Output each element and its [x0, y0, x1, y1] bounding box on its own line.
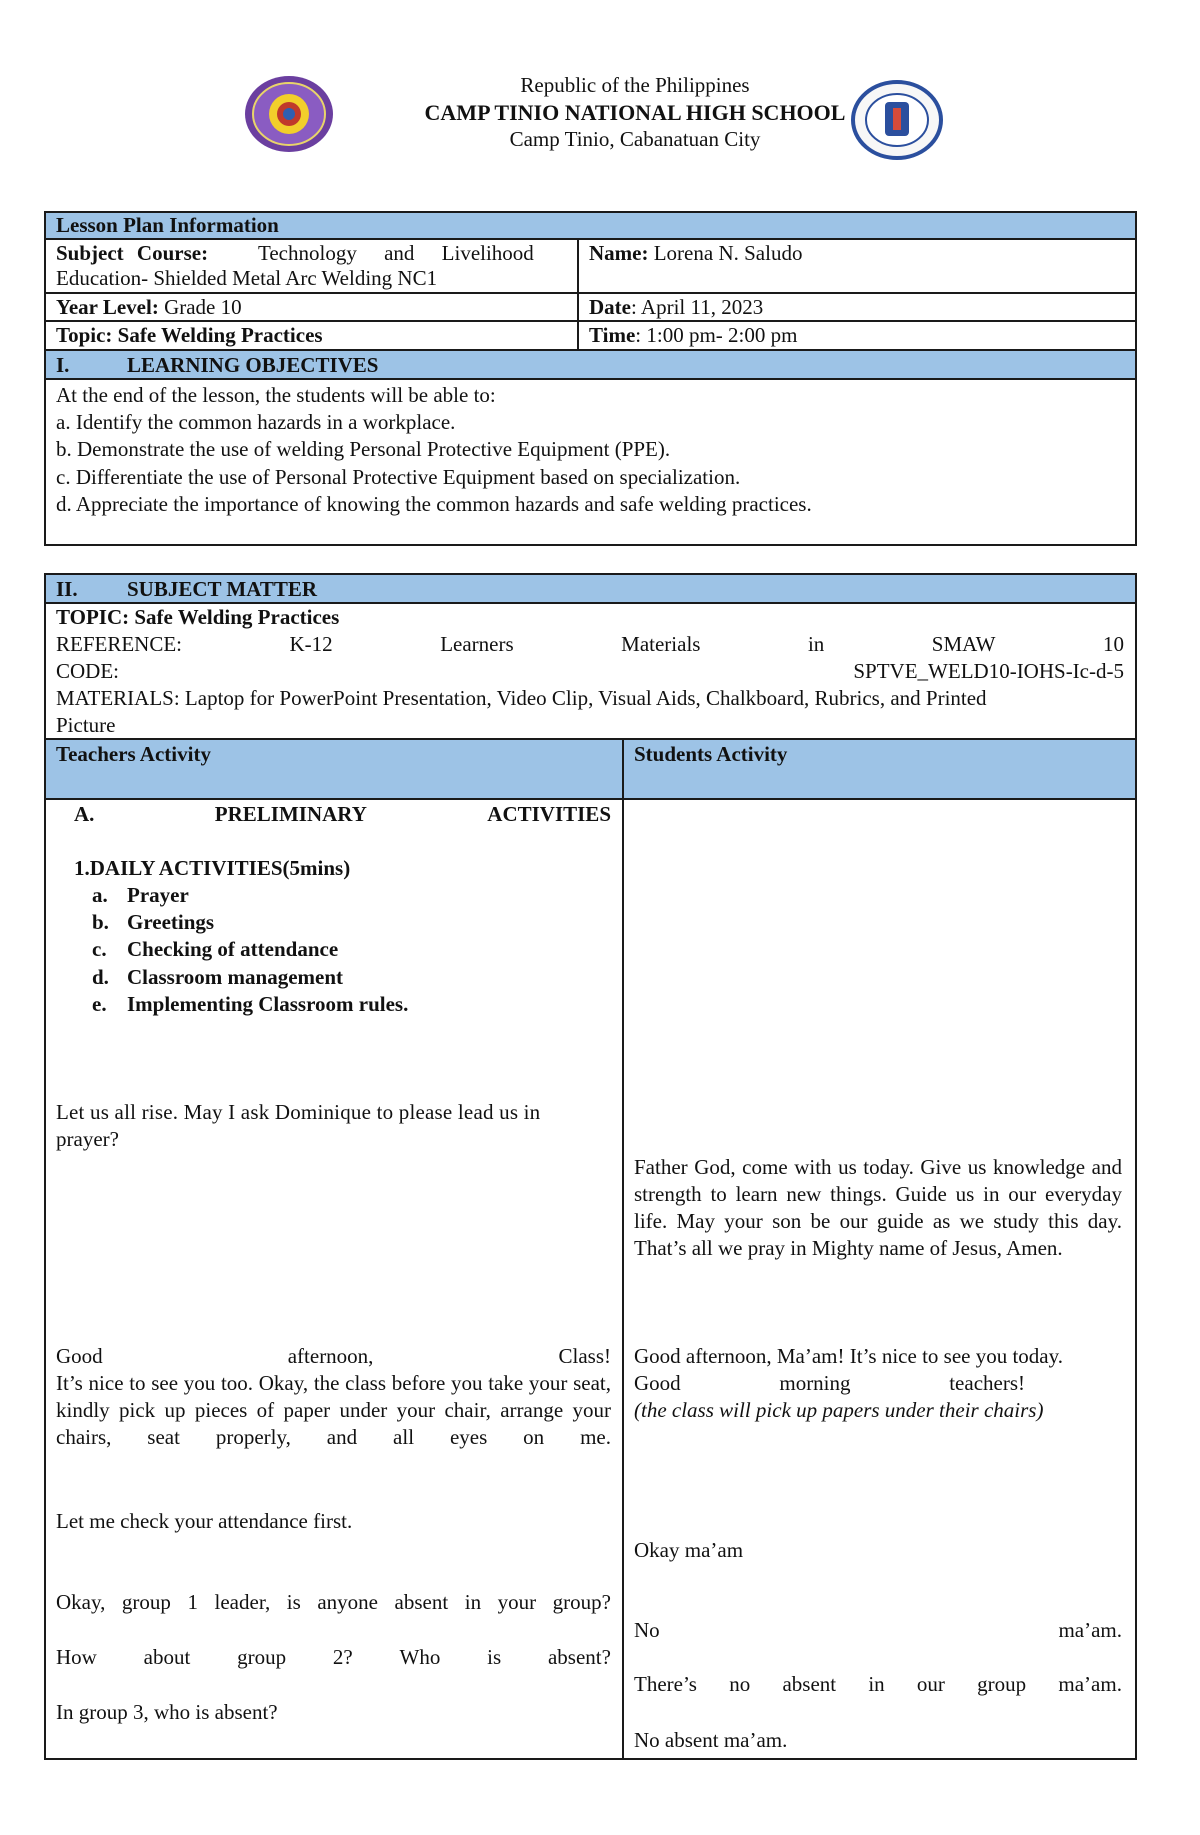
daily-item-label: Greetings	[127, 910, 215, 934]
objectives-num: I.	[56, 353, 70, 377]
teacher-greeting-text: It’s nice to see you too. Okay, the class before you take your seat, kindly pick up pieces of paper under your chair, arrange your chairs, seat properly, and all eyes on me.	[56, 1371, 611, 1449]
teacher-group2-question: How about group 2? Who is absent?	[56, 1645, 611, 1669]
daily-item-label: Classroom management	[127, 965, 344, 989]
students-activity-header: Students Activity	[634, 742, 788, 766]
daily-item-letter: a.	[92, 883, 108, 907]
student-greeting-line2: Good morning teachers!	[634, 1371, 1025, 1395]
objective-item: a. Identify the common hazards in a workplace.	[56, 410, 456, 434]
header-address: Camp Tinio, Cabanatuan City	[509, 127, 761, 151]
time-field: Time: 1:00 pm- 2:00 pm	[589, 323, 798, 347]
student-greeting-note: (the class will pick up papers under their chairs)	[634, 1398, 1044, 1422]
daily-item-label: Prayer	[127, 883, 189, 907]
preliminary-activities-heading: A. PRELIMINARY ACTIVITIES	[74, 802, 611, 826]
date-field: Date: April 11, 2023	[589, 295, 764, 319]
teacher-attendance: Let me check your attendance first.	[56, 1509, 353, 1533]
teachers-activity-header: Teachers Activity	[56, 742, 211, 766]
materials-line-2: Picture	[56, 713, 116, 737]
teacher-greeting-line: Good afternoon, Class!	[56, 1344, 611, 1368]
school-seal-icon	[243, 74, 335, 154]
objectives-title: LEARNING OBJECTIVES	[127, 353, 379, 377]
subject-label: Subject Course:	[56, 241, 209, 265]
daily-item-letter: d.	[92, 965, 109, 989]
teacher-group1-question: Okay, group 1 leader, is anyone absent in your group?	[56, 1590, 611, 1614]
student-group2-answer: There’s no absent in our group ma’am.	[634, 1672, 1122, 1696]
teacher-prayer-request: Let us all rise. May I ask Dominique to please lead us in	[56, 1100, 541, 1124]
student-no-absent: No ma’am.	[634, 1618, 1122, 1642]
student-prayer: Father God, come with us today. Give us knowledge and strength to learn new things. Guide us in our everyday life. May your son be our guide as we study this day. That’s all we pray in Mighty name of Jesus, Amen.	[634, 1155, 1122, 1260]
subject-value-line2: Education- Shielded Metal Arc Welding NC1	[56, 266, 438, 290]
daily-item-letter: b.	[92, 910, 109, 934]
name-field: Name: Lorena N. Saludo	[589, 241, 803, 265]
student-group3-answer: No absent ma’am.	[634, 1728, 788, 1752]
materials-line: MATERIALS: Laptop for PowerPoint Presentation, Video Clip, Visual Aids, Chalkboard, Rubrics, and Printed	[56, 686, 987, 710]
daily-activities-heading: 1.DAILY ACTIVITIES(5mins)	[74, 856, 351, 880]
daily-item-label: Implementing Classroom rules.	[127, 992, 409, 1016]
student-greeting-line1: Good afternoon, Ma’am! It’s nice to see you today.	[634, 1344, 1064, 1368]
daily-item-letter: c.	[92, 937, 107, 961]
reference-line: REFERENCE: K-12 Learners Materials in SMAW 10	[56, 632, 1124, 656]
topic-field: Topic: Safe Welding Practices	[56, 323, 323, 347]
teacher-prayer-request-2: prayer?	[56, 1127, 119, 1151]
header-school-name: CAMP TINIO NATIONAL HIGH SCHOOL	[424, 100, 846, 125]
year-level-field: Year Level: Grade 10	[56, 295, 242, 319]
lesson-info-title: Lesson Plan Information	[56, 213, 279, 237]
objective-item: b. Demonstrate the use of welding Personal Protective Equipment (PPE).	[56, 437, 671, 461]
objectives-intro: At the end of the lesson, the students will be able to:	[56, 383, 496, 407]
objective-item: c. Differentiate the use of Personal Protective Equipment based on specialization.	[56, 465, 741, 489]
daily-item-label: Checking of attendance	[127, 937, 339, 961]
subject-value-line1: Technology and Livelihood	[258, 241, 534, 265]
teacher-group3-question: In group 3, who is absent?	[56, 1700, 278, 1724]
objective-item: d. Appreciate the importance of knowing the common hazards and safe welding practices.	[56, 492, 812, 516]
code-line: CODE: SPTVE_WELD10-IOHS-Ic-d-5	[56, 659, 1124, 683]
header-republic: Republic of the Philippines	[520, 73, 750, 97]
subject-topic: TOPIC: Safe Welding Practices	[56, 605, 340, 629]
student-okay: Okay ma’am	[634, 1538, 744, 1562]
daily-item-letter: e.	[92, 992, 107, 1016]
subject-matter-title: SUBJECT MATTER	[127, 577, 318, 601]
subject-matter-num: II.	[56, 577, 78, 601]
